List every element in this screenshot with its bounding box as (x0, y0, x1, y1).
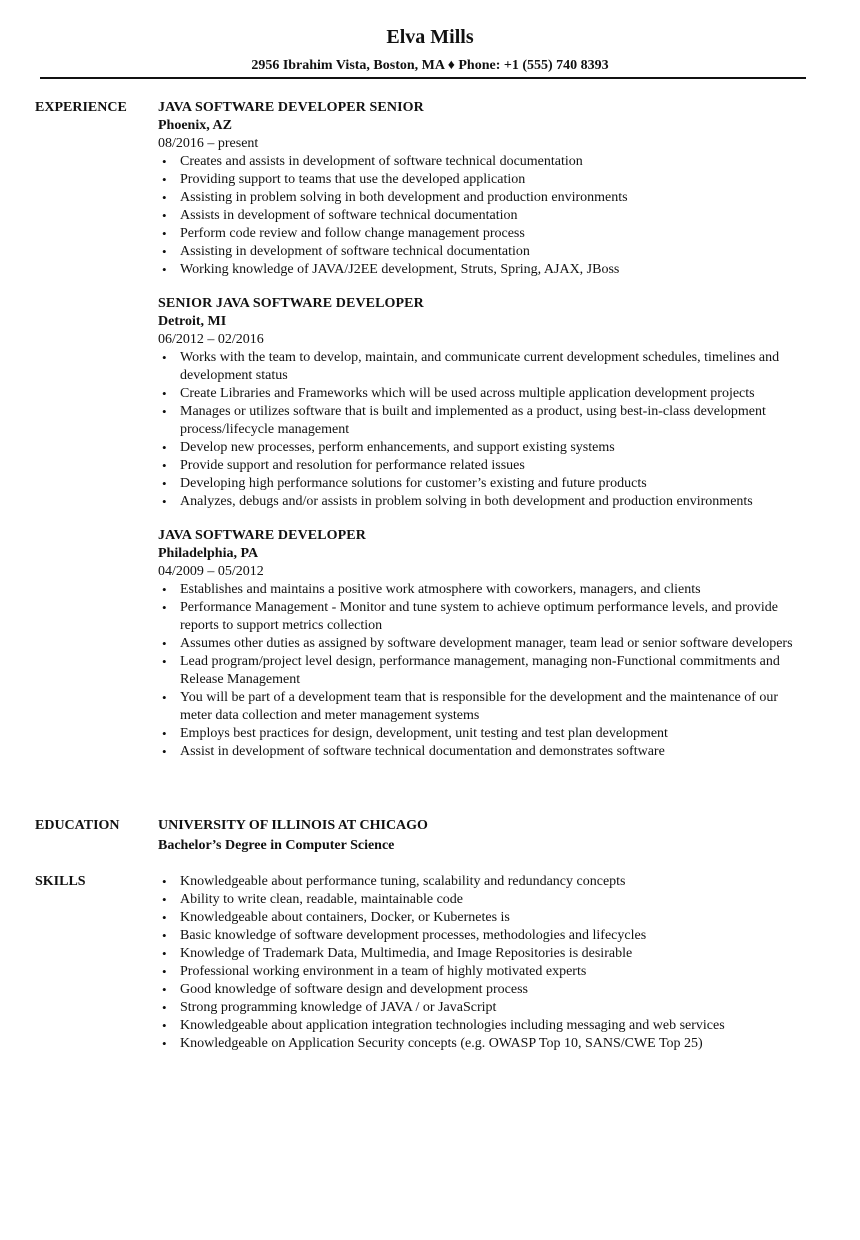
skill-item: • Strong programming knowledge of JAVA / or JavaScript (162, 1000, 497, 1015)
skill-item: • Knowledgeable about containers, Docker, or Kubernetes is (162, 910, 510, 925)
bullet-icon: • (162, 1000, 167, 1015)
job-dates: 08/2016 – present (158, 136, 259, 151)
bullet-icon: • (162, 386, 167, 401)
bullet-icon: • (162, 226, 167, 241)
bullet-icon: • (162, 1036, 167, 1051)
bullet-icon: • (162, 262, 167, 277)
bullet-icon: • (162, 350, 167, 365)
skill-item: • Knowledge of Trademark Data, Multimedia, and Image Repositories is desirable (162, 946, 633, 961)
bullet-item: • Manages or utilizes software that is built and implemented as a product, using best-in-class development process/lifecycle management (162, 404, 766, 437)
bullet-icon: • (162, 476, 167, 491)
skill-item: • Knowledgeable about application integration technologies including messaging and web services (162, 1018, 725, 1033)
bullet-icon: • (162, 440, 167, 455)
job-entry-3 (158, 527, 808, 761)
skill-item: • Ability to write clean, readable, maintainable code (162, 892, 463, 907)
bullet-icon: • (162, 404, 167, 419)
job-location: Phoenix, AZ (158, 118, 232, 133)
bullet-icon: • (162, 964, 167, 979)
skill-item: • Knowledgeable about performance tuning, scalability and redundancy concepts (162, 874, 626, 889)
job-title: JAVA SOFTWARE DEVELOPER (158, 528, 366, 543)
bullet-item: • Creates and assists in development of software technical documentation (162, 154, 583, 169)
bullet-icon: • (162, 874, 167, 889)
bullet-item: • Create Libraries and Frameworks which will be used across multiple application development projects (162, 386, 755, 401)
bullet-item: • Performance Management - Monitor and tune system to achieve optimum performance levels, and provide reports to support metrics collection (162, 600, 778, 633)
bullet-item: • Perform code review and follow change management process (162, 226, 525, 241)
bullet-item: • Provide support and resolution for performance related issues (162, 458, 525, 473)
skill-item: • Basic knowledge of software development processes, methodologies and lifecycles (162, 928, 647, 943)
bullet-item: • Works with the team to develop, maintain, and communicate current development schedules, timelines and development status (162, 350, 780, 383)
bullet-icon: • (162, 892, 167, 907)
bullet-icon: • (162, 600, 167, 615)
bullet-icon: • (162, 910, 167, 925)
skill-item: • Good knowledge of software design and development process (162, 982, 528, 997)
job-entry-2 (158, 295, 808, 511)
job-title: JAVA SOFTWARE DEVELOPER SENIOR (158, 100, 424, 115)
bullet-icon: • (162, 154, 167, 169)
job-location: Detroit, MI (158, 314, 227, 329)
bullet-item: • Employs best practices for design, development, unit testing and test plan development (162, 726, 668, 741)
bullet-item: • Assists in development of software technical documentation (162, 208, 518, 223)
bullet-icon: • (162, 946, 167, 961)
bullet-item: • Establishes and maintains a positive work atmosphere with coworkers, managers, and clients (162, 582, 701, 597)
education-body (158, 817, 808, 855)
job-entry-1 (158, 99, 808, 279)
job-dates: 06/2012 – 02/2016 (158, 332, 264, 347)
bullet-icon: • (162, 636, 167, 651)
bullet-icon: • (162, 244, 167, 259)
bullet-icon: • (162, 1018, 167, 1033)
education-school: UNIVERSITY OF ILLINOIS AT CHICAGO (158, 818, 428, 833)
bullet-icon: • (162, 208, 167, 223)
skill-item: • Professional working environment in a team of highly motivated experts (162, 964, 587, 979)
skills-body (158, 873, 808, 1053)
bullet-icon: • (162, 982, 167, 997)
candidate-name: Elva Mills (386, 26, 474, 48)
bullet-item: • Analyzes, debugs and/or assists in problem solving in both development and production environments (162, 494, 753, 509)
experience-heading: EXPERIENCE (35, 100, 127, 115)
bullet-icon: • (162, 726, 167, 741)
job-dates: 04/2009 – 05/2012 (158, 564, 264, 579)
bullet-item: • Assisting in problem solving in both development and production environments (162, 190, 628, 205)
bullet-icon: • (162, 744, 167, 759)
bullet-icon: • (162, 582, 167, 597)
job-bullets (158, 581, 808, 761)
job-bullets (158, 349, 808, 511)
experience-body (158, 99, 808, 775)
bullet-icon: • (162, 494, 167, 509)
bullet-item: • Assumes other duties as assigned by software development manager, team lead or senior software developers (162, 636, 793, 651)
education-heading: EDUCATION (35, 818, 120, 833)
skill-item: • Knowledgeable on Application Security concepts (e.g. OWASP Top 10, SANS/CWE Top 25) (162, 1036, 703, 1051)
bullet-item: • Providing support to teams that use the developed application (162, 172, 526, 187)
job-title: SENIOR JAVA SOFTWARE DEVELOPER (158, 296, 424, 311)
bullet-item: • Assist in development of software technical documentation and demonstrates software (162, 744, 665, 759)
bullet-icon: • (162, 690, 167, 705)
resume-header (0, 0, 860, 75)
bullet-icon: • (162, 458, 167, 473)
bullet-icon: • (162, 172, 167, 187)
bullet-item: • Assisting in development of software technical documentation (162, 244, 530, 259)
education-degree: Bachelor’s Degree in Computer Science (158, 838, 395, 853)
bullet-item: • You will be part of a development team that is responsible for the development and the maintenance of our meter data collection and meter management systems (162, 690, 779, 723)
contact-line: 2956 Ibrahim Vista, Boston, MA ♦ Phone: +1 (555) 740 8393 (251, 58, 609, 73)
bullet-item: • Developing high performance solutions for customer’s existing and future products (162, 476, 647, 491)
bullet-icon: • (162, 928, 167, 943)
skills-list (158, 873, 808, 1053)
bullet-icon: • (162, 190, 167, 205)
header-divider (40, 77, 806, 79)
bullet-icon: • (162, 654, 167, 669)
bullet-item: • Develop new processes, perform enhancements, and support existing systems (162, 440, 615, 455)
bullet-item: • Working knowledge of JAVA/J2EE development, Struts, Spring, AJAX, JBoss (162, 262, 620, 277)
bullet-item: • Lead program/project level design, performance management, managing non-Functional commitments and Release Management (162, 654, 780, 687)
skills-heading: SKILLS (35, 874, 86, 889)
job-location: Philadelphia, PA (158, 546, 259, 561)
job-bullets (158, 153, 808, 279)
